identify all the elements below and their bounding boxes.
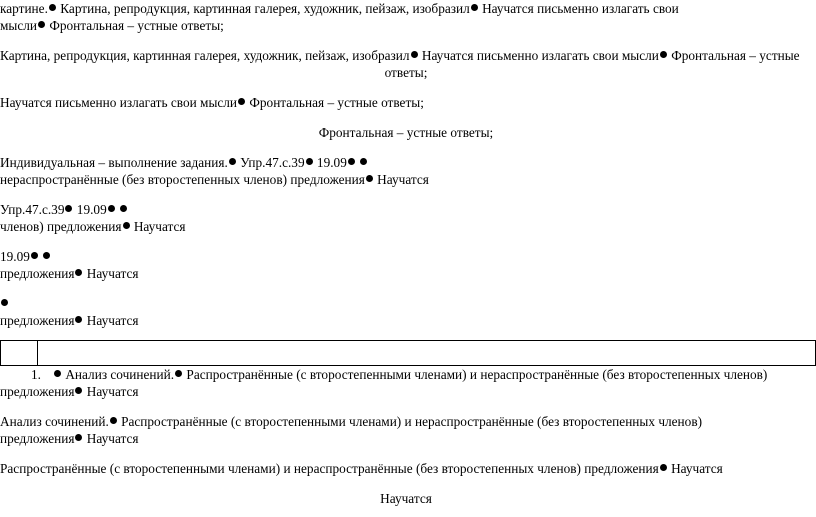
bullet-dot-icon <box>238 98 245 105</box>
paragraph-7-line-1 <box>0 248 812 265</box>
bullet-dot-icon <box>471 4 478 11</box>
bullet-dot-icon <box>110 417 117 424</box>
paragraph-8-line-1 <box>0 295 812 312</box>
table-cell <box>38 341 816 365</box>
text: предложения <box>0 431 75 446</box>
text: Картина, репродукция, картинная галерея, художник, пейзаж, изобразил <box>0 48 410 63</box>
text: Фронтальная – устные ответы; <box>246 95 424 110</box>
bullet-dot-icon <box>660 464 667 471</box>
text: 19.09 <box>73 202 107 217</box>
paragraph-5-line-2 <box>0 171 812 188</box>
text: Научатся <box>83 384 139 399</box>
bullet-dot-icon <box>123 222 130 229</box>
paragraph-6-line-2 <box>0 218 812 235</box>
paragraph-3-line-1 <box>0 94 812 111</box>
text: ответы; <box>384 65 428 80</box>
text: Фронтальная – устные ответы; <box>318 125 494 140</box>
bullet-dot-icon <box>660 51 667 58</box>
text: Научатся <box>380 491 432 506</box>
bullet-dot-icon <box>43 252 50 259</box>
text: Упр.47.с.39 <box>236 155 305 170</box>
bullet-dot-icon <box>175 370 182 377</box>
text <box>116 202 119 217</box>
text <box>39 249 42 264</box>
text: Научатся <box>83 431 139 446</box>
text: Картина, репродукция, картинная галерея, художник, пейзаж, изобразил <box>56 1 470 16</box>
text: Научатся письменно излагать свои <box>478 1 679 16</box>
bullet-dot-icon <box>229 158 236 165</box>
paragraph-7-line-2 <box>0 265 812 282</box>
text: Фронтальная – устные ответы; <box>46 18 224 33</box>
bullet-dot-icon <box>38 21 45 28</box>
bullet-dot-icon <box>306 158 313 165</box>
paragraph-4-line-1 <box>0 124 812 141</box>
text: 19.09 <box>0 249 30 264</box>
bullet-dot-icon <box>120 205 127 212</box>
bullet-dot-icon <box>75 269 82 276</box>
text: Научатся письменно излагать свои мысли <box>418 48 659 63</box>
bullet-dot-icon <box>411 51 418 58</box>
paragraph-6-line-1 <box>0 201 812 218</box>
text: предложения <box>0 313 75 328</box>
bullet-dot-icon <box>49 4 56 11</box>
text: Фронтальная – устные <box>667 48 800 63</box>
paragraph-1-line-2 <box>0 17 812 34</box>
bullet-dot-icon <box>366 175 373 182</box>
bullet-dot-icon <box>75 434 82 441</box>
paragraph-2-line-2 <box>0 64 812 81</box>
text: Анализ сочинений. <box>62 367 175 382</box>
text: Научатся <box>83 313 139 328</box>
text: Анализ сочинений. <box>0 414 109 429</box>
text: Научатся письменно излагать свои мысли <box>0 95 238 110</box>
paragraph-11-line-1 <box>0 460 812 477</box>
text: предложения <box>0 266 75 281</box>
bullet-dot-icon <box>31 252 38 259</box>
table-cell <box>0 341 38 365</box>
text: Научатся <box>83 266 139 281</box>
text: Распространённые (с второстепенными членами) и нераспространённые (без второстепенных членов) предложения <box>0 461 659 476</box>
text: Распространённые (с второстепенными членами) и нераспространённые (без второстепенных членов) <box>117 414 703 429</box>
text: Научатся <box>667 461 723 476</box>
paragraph-9-line-2 <box>0 383 812 400</box>
text: Научатся <box>373 172 429 187</box>
paragraph-5-line-1 <box>0 154 812 171</box>
text: Упр.47.с.39 <box>0 202 65 217</box>
text <box>356 155 359 170</box>
bullet-dot-icon <box>54 370 61 377</box>
paragraph-2-line-1 <box>0 47 812 64</box>
text: Научатся <box>130 219 186 234</box>
text: предложения <box>0 384 75 399</box>
paragraph-10-line-2 <box>0 430 812 447</box>
text: картине. <box>0 1 48 16</box>
text: Индивидуальная – выполнение задания. <box>0 155 228 170</box>
bullet-dot-icon <box>1 299 8 306</box>
list-number: 1. <box>31 367 41 382</box>
text: нераспространённые (без второстепенных членов) предложения <box>0 172 365 187</box>
text: членов) предложения <box>0 219 122 234</box>
paragraph-8-line-2 <box>0 312 812 329</box>
paragraph-12-line-1 <box>0 490 812 507</box>
paragraph-10-line-1 <box>0 413 812 430</box>
bullet-dot-icon <box>360 158 367 165</box>
bullet-dot-icon <box>65 205 72 212</box>
text: мысли <box>0 18 38 33</box>
bullet-dot-icon <box>348 158 355 165</box>
paragraph-1-line-1 <box>0 0 812 17</box>
bullet-dot-icon <box>75 316 82 323</box>
text: 19.09 <box>313 155 347 170</box>
table-row <box>0 340 816 366</box>
paragraph-9-line-1 <box>0 366 812 383</box>
bullet-dot-icon <box>108 205 115 212</box>
text: Распространённые (с второстепенными членами) и нераспространённые (без второстепенных членов) <box>183 367 768 382</box>
bullet-dot-icon <box>75 387 82 394</box>
